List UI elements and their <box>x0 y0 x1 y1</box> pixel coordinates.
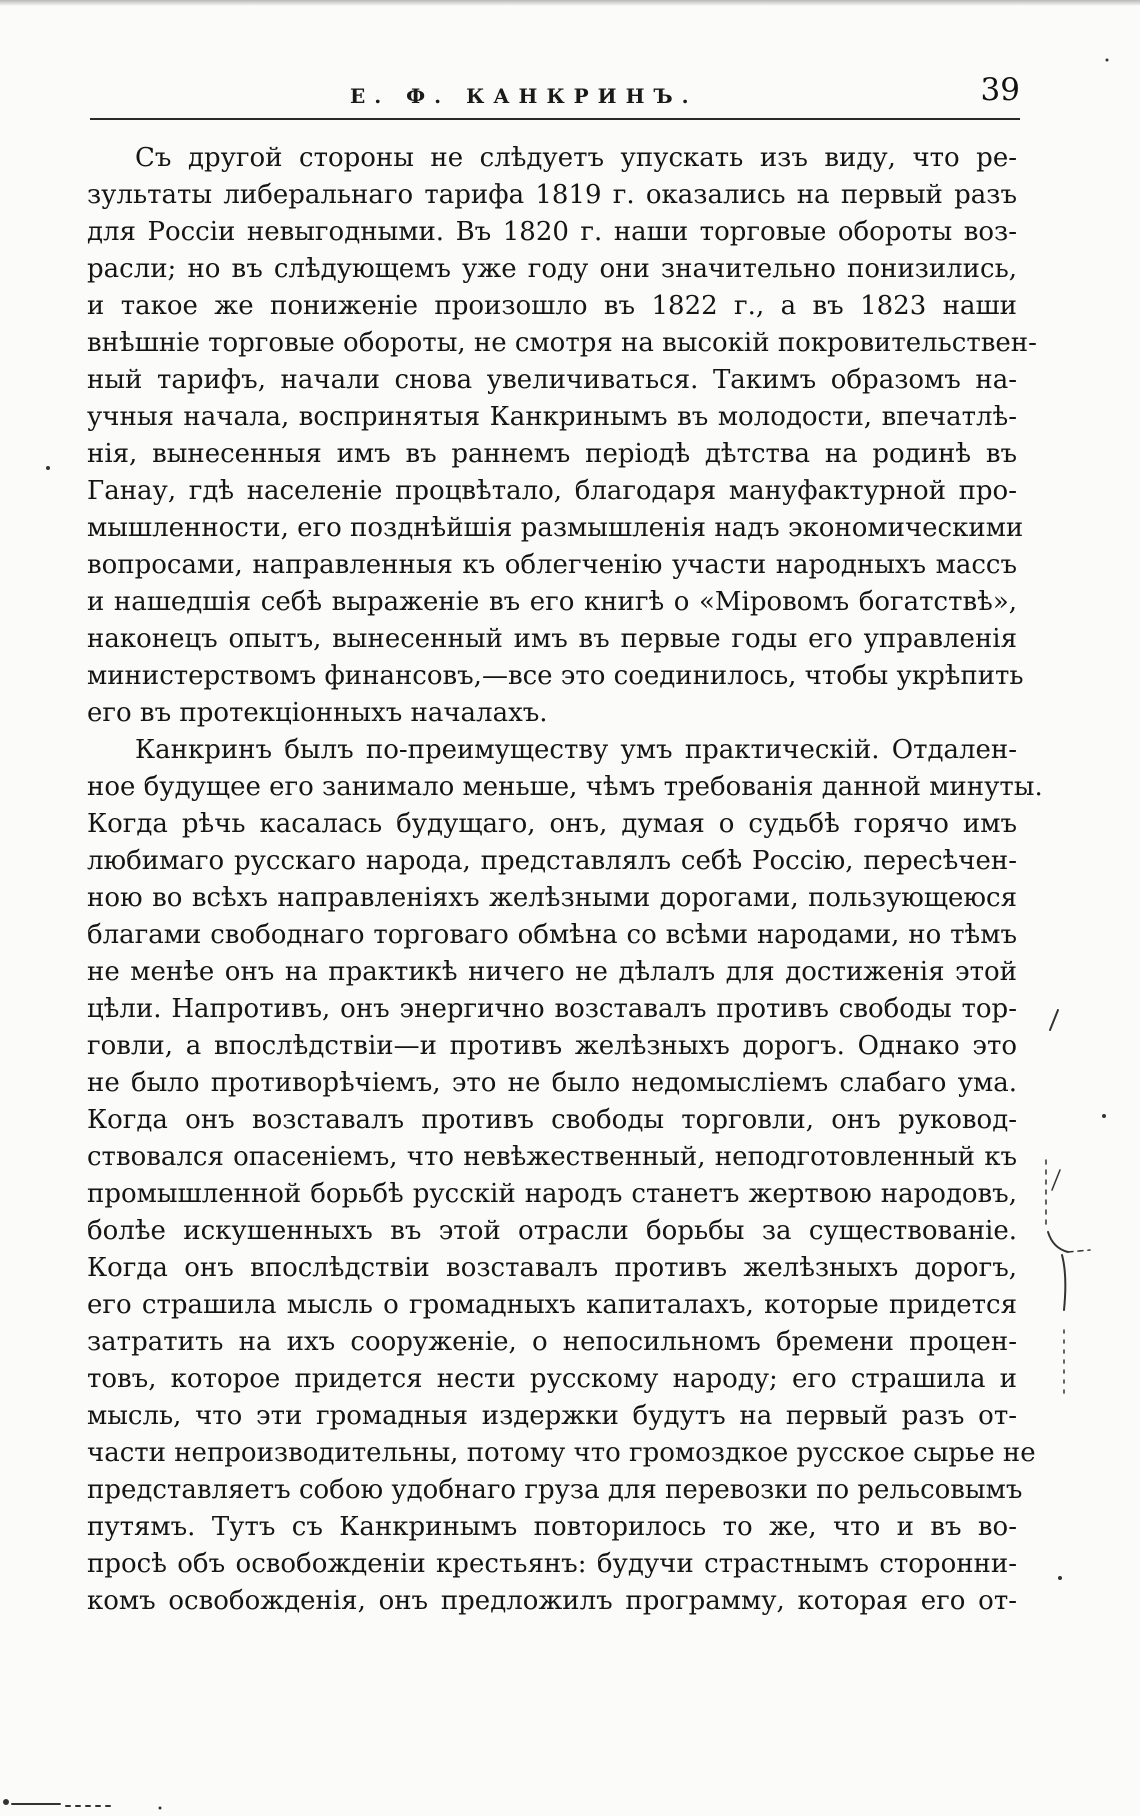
pencil-mark <box>1052 1170 1060 1190</box>
text-line: товъ, которое придется нести русскому народу; его страшила и <box>87 1364 1017 1394</box>
text-line: любимаго русскаго народа, представлялъ себѣ Россію, пересѣчен- <box>87 846 1017 876</box>
text-line: и такое же пониженіе произошло въ 1822 г., а въ 1823 наши <box>87 291 1017 321</box>
page-number: 39 <box>980 72 1020 108</box>
text-line: мысль, что эти громадныя издержки будутъ на первый разъ от- <box>87 1401 1017 1431</box>
text-line: затратить на ихъ сооруженіе, о непосильномъ бремени процен- <box>87 1327 1017 1357</box>
speck <box>3 1799 9 1805</box>
text-line: цѣли. Напротивъ, онъ энергично возставалъ противъ свободы тор- <box>87 994 1017 1024</box>
pencil-mark <box>1050 1010 1058 1030</box>
text-line: промышленной борьбѣ русскій народъ станетъ жертвою народовъ, <box>87 1179 1017 1209</box>
text-line: говли, а впослѣдствіи—и противъ желѣзныхъ дорогъ. Однако это <box>87 1031 1017 1061</box>
text-line: Когда рѣчь касалась будущаго, онъ, думая о судьбѣ горячо имъ <box>87 809 1017 839</box>
speck <box>1102 1114 1106 1118</box>
text-line: ное будущее его занимало меньше, чѣмъ требованія данной минуты. <box>87 772 1043 802</box>
speck <box>159 1807 162 1810</box>
text-line: ствовался опасеніемъ, что невѣжественный, неподготовленный къ <box>87 1142 1017 1172</box>
text-line: части непроизводительны, потому что громоздкое русское сырье не <box>87 1438 1036 1468</box>
text-line: министерствомъ финансовъ,—все это соединилось, чтобы укрѣпить <box>87 661 1024 691</box>
text-line: не менѣе онъ на практикѣ ничего не дѣлалъ для достиженія этой <box>87 957 1017 987</box>
text-line: учныя начала, воспринятыя Канкринымъ въ молодости, впечатлѣ- <box>87 402 1017 432</box>
text-line: болѣе искушенныхъ въ этой отрасли борьбы за существованіе. <box>87 1216 1017 1246</box>
paragraph-2 <box>87 732 1043 1620</box>
speck <box>1106 59 1109 62</box>
text-line: зультаты либеральнаго тарифа 1819 г. оказались на первый разъ <box>87 180 1017 210</box>
scan-top-edge <box>0 0 1140 6</box>
text-line: путямъ. Тутъ съ Канкринымъ повторилось то же, что и въ во- <box>87 1512 1017 1542</box>
text-line: вопросами, направленныя къ облегченію участи народныхъ массъ <box>87 550 1017 580</box>
text-line: благами свободнаго торговаго обмѣна со всѣми народами, но тѣмъ <box>87 920 1017 950</box>
text-line: представляетъ собою удобнаго груза для перевозки по рельсовымъ <box>87 1475 1023 1505</box>
running-head: Е. Ф. КАНКРИНЪ. <box>350 84 698 108</box>
text-line: нія, вынесенныя имъ въ раннемъ періодѣ дѣтства на родинѣ въ <box>87 439 1017 469</box>
text-line: для Россіи невыгодными. Въ 1820 г. наши торговые обороты воз- <box>87 217 1017 247</box>
text-line: наконецъ опытъ, вынесенный имъ въ первые годы его управленія <box>87 624 1017 654</box>
text-line: ный тарифъ, начали снова увеличиваться. Такимъ образомъ на- <box>87 365 1017 395</box>
text-line: Съ другой стороны не слѣдуетъ упускать изъ виду, что ре- <box>135 143 1017 173</box>
text-line: ною во всѣхъ направленіяхъ желѣзными дорогами, пользующеюся <box>87 883 1017 913</box>
pencil-mark <box>1062 1255 1065 1310</box>
speck <box>46 466 50 470</box>
text-line: просѣ объ освобожденіи крестьянъ: будучи страстнымъ сторонни- <box>87 1549 1017 1579</box>
paragraph-1 <box>87 140 1037 732</box>
header-rule <box>90 118 1020 120</box>
text-line: его страшила мысль о громадныхъ капиталахъ, которые придется <box>87 1290 1017 1320</box>
text-line: Канкринъ былъ по-преимуществу умъ практическій. Отдален- <box>135 735 1017 765</box>
text-line: и нашедшія себѣ выраженіе въ его книгѣ о «Міровомъ богатствѣ», <box>87 587 1017 617</box>
text-line: расли; но въ слѣдующемъ уже году они значительно понизились, <box>87 254 1017 284</box>
text-line: комъ освобожденія, онъ предложилъ программу, которая его от- <box>87 1586 1017 1616</box>
page-header <box>90 68 1020 118</box>
pencil-mark <box>1048 1232 1068 1252</box>
text-line: Когда онъ впослѣдствіи возставалъ противъ желѣзныхъ дорогъ, <box>87 1253 1017 1283</box>
speck <box>1058 1576 1062 1580</box>
text-line: не было противорѣчіемъ, это не было недомысліемъ слабаго ума. <box>87 1068 1017 1098</box>
text-line: мышленности, его позднѣйшія размышленія надъ экономическими <box>87 513 1024 543</box>
text-line: его въ протекціонныхъ началахъ. <box>87 698 548 728</box>
text-line: внѣшніе торговые обороты, не смотря на высокій покровительствен- <box>87 328 1037 358</box>
text-line: Когда онъ возставалъ противъ свободы торговли, онъ руковод- <box>87 1105 1017 1135</box>
body-text <box>87 140 1043 1620</box>
text-line: Ганау, гдѣ населеніе процвѣтало, благодаря мануфактурной про- <box>87 476 1017 506</box>
pencil-mark <box>1068 1250 1090 1252</box>
